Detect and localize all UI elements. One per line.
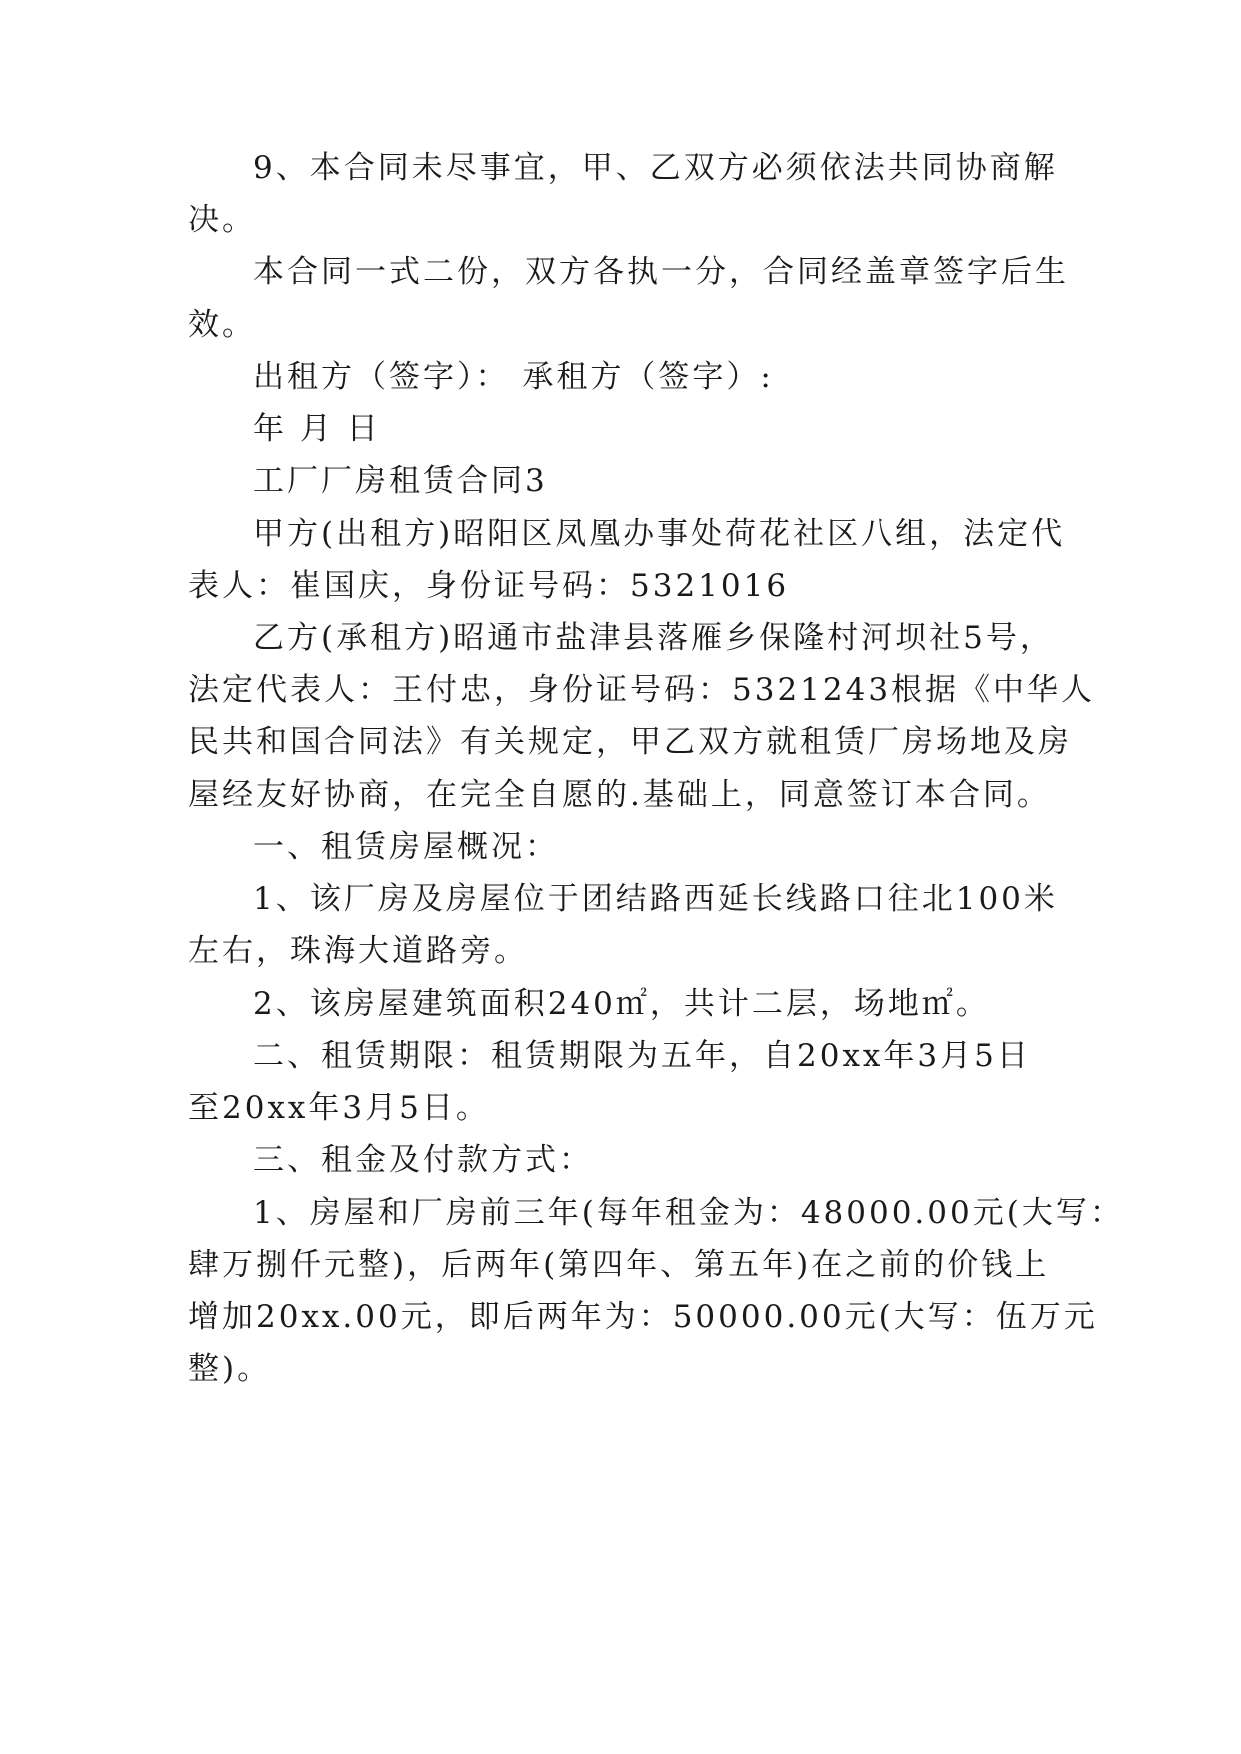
section-1-heading: 一、租赁房屋概况： [253,829,559,865]
section-3-heading: 三、租金及付款方式： [253,1142,593,1178]
section-3-item-1-line-1: 1、房屋和厂房前三年(每年租金为：48000.00元(大写： [253,1195,1124,1231]
copies-line-1: 本合同一式二份，双方各执一分，合同经盖章签字后生 [253,254,1069,290]
party-b-line-4: 屋经友好协商，在完全自愿的.基础上，同意签订本合同。 [188,777,1051,813]
party-b-line-3: 民共和国合同法》有关规定，甲乙双方就租赁厂房场地及房 [188,724,1072,760]
signature-line: 出租方（签字）： 承租方（签字）: [253,359,774,395]
contract-title: 工厂厂房租赁合同3 [253,463,548,499]
date-line: 年 月 日 [253,411,381,447]
section-3-item-1-line-2: 肆万捌仟元整)，后两年(第四年、第五年)在之前的价钱上 [188,1247,1050,1283]
section-2-line-2: 至20xx年3月5日。 [188,1090,490,1126]
section-1-item-1-line-2: 左右，珠海大道路旁。 [188,933,528,969]
section-1-item-1-line-1: 1、该厂房及房屋位于团结路西延长线路口往北100米 [253,881,1058,917]
section-3-item-1-line-3: 增加20xx.00元，即后两年为：50000.00元(大写：伍万元 [188,1299,1098,1335]
party-b-line-1: 乙方(承租方)昭通市盐津县落雁乡保隆村河坝社5号， [253,620,1054,656]
section-3-item-1-line-4: 整)。 [188,1351,272,1387]
section-2-line-1: 二、租赁期限：租赁期限为五年，自20xx年3月5日 [253,1038,1031,1074]
copies-line-2: 效。 [188,307,256,343]
party-b-line-2: 法定代表人：王付忠，身份证号码：5321243根据《中华人 [188,672,1096,708]
clause-9-line-1: 9、本合同未尽事宜，甲、乙双方必须依法共同协商解 [253,150,1058,186]
party-a-line-2: 表人：崔国庆，身份证号码：5321016 [188,568,790,604]
section-1-item-2: 2、该房屋建筑面积240㎡，共计二层，场地㎡。 [253,986,990,1022]
clause-9-line-2: 决。 [188,202,256,238]
party-a-line-1: 甲方(出租方)昭阳区凤凰办事处荷花社区八组，法定代 [253,516,1066,552]
